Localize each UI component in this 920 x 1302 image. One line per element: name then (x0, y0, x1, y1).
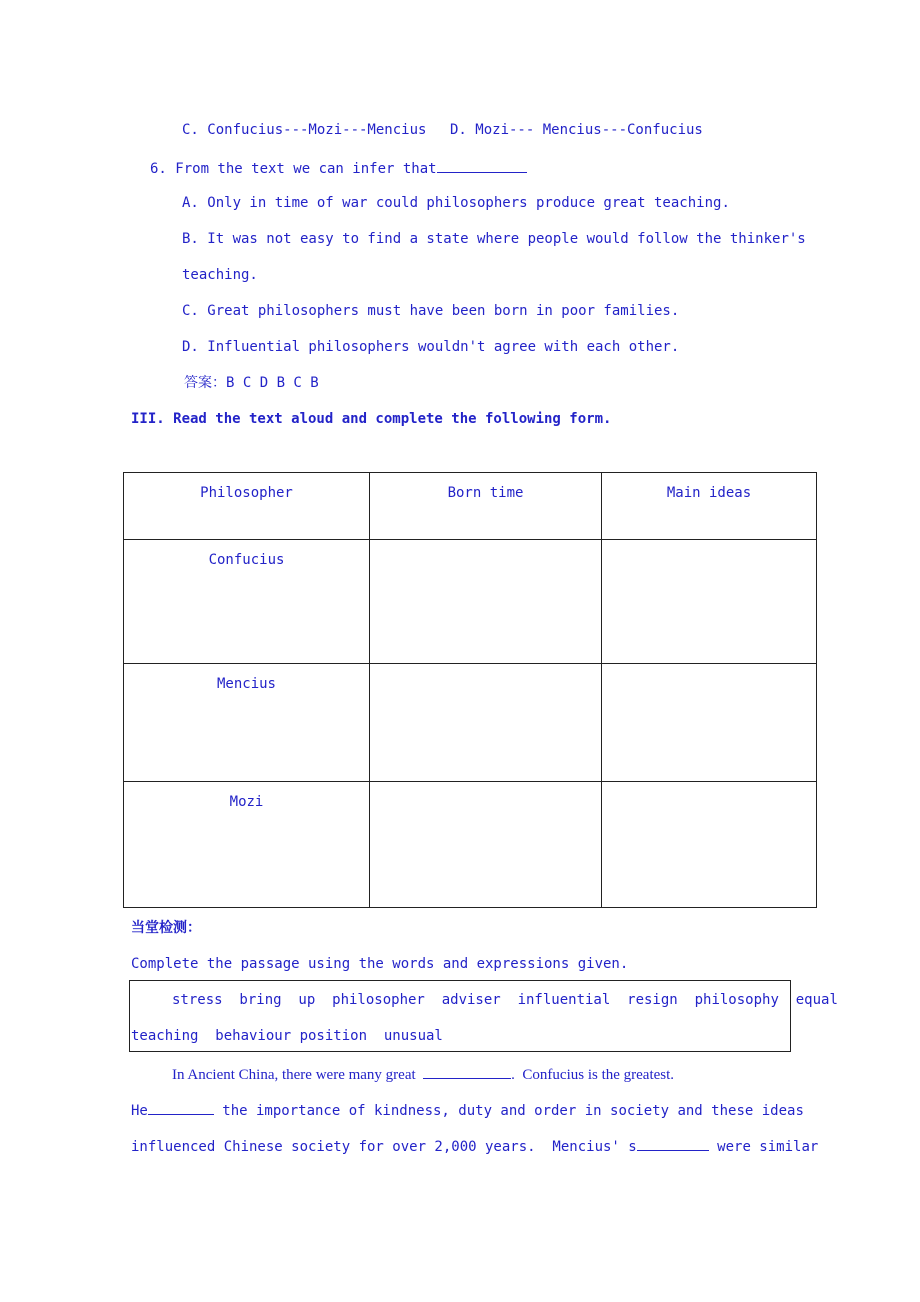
cell-philosopher: Mencius (124, 664, 370, 782)
q5-option-d: D. Mozi--- Mencius---Confucius (450, 122, 703, 138)
q6-option-b-line2: teaching. (182, 267, 258, 283)
q6-stem (150, 158, 527, 178)
passage-line1-end: . Confucius is the greatest. (511, 1067, 675, 1083)
q6-answer-blank (437, 158, 527, 173)
passage-blank-3 (637, 1136, 709, 1151)
passage-line2 (131, 1100, 804, 1120)
q6-option-b-line1: B. It was not easy to find a state where people would follow the thinker's (182, 231, 806, 247)
header-born-time: Born time (370, 473, 602, 540)
passage-line1 (172, 1064, 674, 1084)
q6-option-d: D. Influential philosophers wouldn't agree with each other. (182, 339, 680, 355)
passage-blank-2 (148, 1100, 214, 1115)
passage-line3 (131, 1136, 818, 1156)
cell-philosopher: Mozi (124, 782, 370, 908)
passage-line3-end: were similar (708, 1139, 819, 1155)
cell-main-ideas[interactable] (602, 782, 817, 908)
table-header-row (124, 473, 817, 540)
passage-line1-start: In Ancient China, there were many great (172, 1067, 416, 1083)
header-philosopher: Philosopher (124, 473, 370, 540)
passage-line2-end: the importance of kindness, duty and order in society and these ideas (213, 1103, 804, 1119)
passage-line2-start: He (131, 1103, 148, 1119)
table-row (124, 664, 817, 782)
table-row (124, 540, 817, 664)
passage-blank-1 (423, 1064, 511, 1079)
section3-title: III. Read the text aloud and complete the following form. (131, 411, 612, 427)
q6-stem-text: 6. From the text we can infer that (150, 161, 437, 177)
q5-option-c: C. Confucius---Mozi---Mencius (182, 122, 427, 138)
q6-option-a: A. Only in time of war could philosophers produce great teaching. (182, 195, 730, 211)
philosopher-form-table (123, 472, 817, 908)
check-title: 当堂检测： (131, 920, 201, 936)
table-row (124, 782, 817, 908)
cell-main-ideas[interactable] (602, 540, 817, 664)
word-box-line2: teaching behaviour position unusual (131, 1028, 443, 1044)
cell-born-time[interactable] (370, 664, 602, 782)
q6-option-c: C. Great philosophers must have been born in poor families. (182, 303, 680, 319)
passage-line3-start: influenced Chinese society for over 2,000 years. Mencius' s (131, 1139, 637, 1155)
answer-key: 答案：B C D B C B (184, 375, 319, 391)
header-main-ideas: Main ideas (602, 473, 817, 540)
cell-born-time[interactable] (370, 782, 602, 908)
instruction: Complete the passage using the words and expressions given. (131, 956, 629, 972)
cell-main-ideas[interactable] (602, 664, 817, 782)
word-box-line1: stress bring up philosopher adviser influential resign philosophy equal (172, 992, 838, 1008)
cell-born-time[interactable] (370, 540, 602, 664)
cell-philosopher: Confucius (124, 540, 370, 664)
